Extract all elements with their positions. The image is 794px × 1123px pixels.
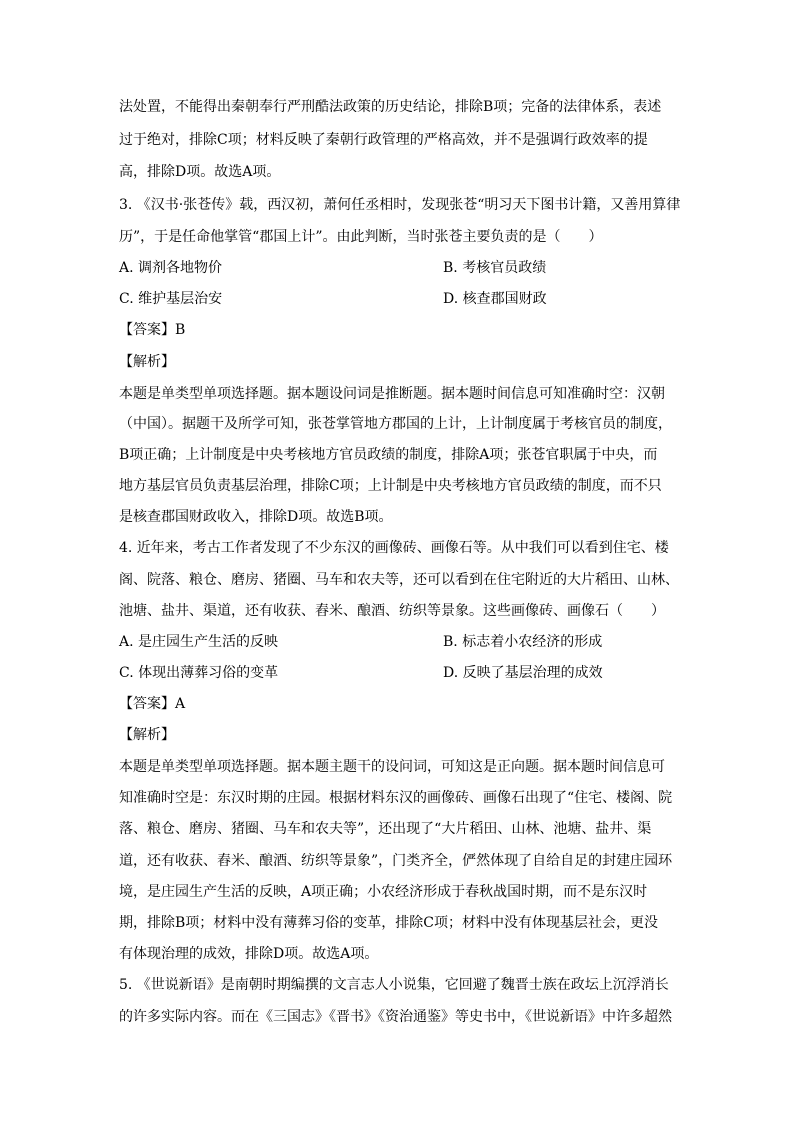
question-4-analysis-line: 落、粮仓、磨房、猪圈、马车和农夫等”，还出现了“大片稻田、山林、池塘、盐井、渠	[119, 821, 652, 837]
question-3-option-d: D. 核查郡国财政	[443, 291, 547, 307]
question-3-stem-line: 历”，于是任命他掌管“郡国上计”。由此判断，当时张苍主要负责的是（ ）	[119, 229, 603, 245]
question-4-analysis-line: 有体现治理的成效，排除D项。故选A项。	[119, 946, 379, 962]
question-4-analysis-line: 知准确时空是：东汉时期的庄园。根据材料东汉的画像砖、画像石出现了“住宅、楼阁、院	[119, 790, 673, 806]
question-3-stem-line: 3. 《汉书·张苍传》载，西汉初，萧何任丞相时，发现张苍“明习天下图书计籍，又善用算律	[119, 197, 681, 213]
question-5-stem-line: 5. 《世说新语》是南朝时期编撰的文言志人小说集，它回避了魏晋士族在政坛上沉浮消长	[119, 977, 669, 993]
analysis-continuation-line: 法处置，不能得出秦朝奉行严刑酷法政策的历史结论，排除B项；完备的法律体系，表述	[119, 99, 662, 115]
question-4-stem-line: 阁、院落、粮仓、磨房、猪圈、马车和农夫等，还可以看到在住宅附近的大片稻田、山林、	[119, 572, 679, 588]
question-3-analysis-line: 是核查郡国财政收入，排除D项。故选B项。	[119, 509, 393, 525]
question-4-analysis-line: 期，排除B项；材料中没有薄葬习俗的变革，排除C项；材料中没有体现基层社会，更没	[119, 915, 658, 931]
question-3-option-c: C. 维护基层治安	[119, 291, 223, 307]
question-4-stem-line: 4. 近年来，考古工作者发现了不少东汉的画像砖、画像石等。从中我们可以看到住宅、楼	[119, 540, 669, 556]
question-4-analysis-line: 境，是庄园生产生活的反映，A项正确；小农经济形成于春秋战国时期，而不是东汉时	[119, 884, 648, 900]
question-4-option-a: A. 是庄园生产生活的反映	[119, 634, 279, 650]
question-3-option-b: B. 考核官员政绩	[443, 260, 547, 276]
question-3-analysis-label: 【解析】	[119, 354, 175, 370]
question-4-analysis-line: 道，还有收获、舂米、酿酒、纺织等景象”，门类齐全，俨然体现了自给自足的封建庄园环	[119, 853, 673, 869]
question-3-option-a: A. 调剂各地物价	[119, 260, 223, 276]
question-5-stem-line: 的许多实际内容。而在《三国志》《晋书》《资治通鉴》等史书中，《世说新语》中许多超然	[119, 1009, 672, 1025]
question-4-answer: 【答案】A	[119, 696, 186, 712]
question-4-option-c: C. 体现出薄葬习俗的变革	[119, 665, 279, 681]
question-3-analysis-line: B项正确；上计制度是中央考核地方官员政绩的制度，排除A项；张苍官职属于中央，而	[119, 447, 658, 463]
question-3-answer: 【答案】B	[119, 322, 186, 338]
analysis-continuation-line: 高，排除D项。故选A项。	[119, 164, 281, 180]
question-4-analysis-label: 【解析】	[119, 727, 175, 743]
question-4-analysis-line: 本题是单类型单项选择题。据本题主题干的设问词，可知这是正向题。据本题时间信息可	[119, 759, 665, 775]
analysis-continuation-line: 过于绝对，排除C项；材料反映了秦朝行政管理的严格高效，并不是强调行政效率的提	[119, 132, 648, 148]
question-3-analysis-line: 地方基层官员负责基层治理，排除C项；上计制是中央考核地方官员政绩的制度，而不只	[119, 478, 662, 494]
question-3-analysis-line: （中国）。据题干及所学可知，张苍掌管地方郡国的上计，上计制度属于考核官员的制度，	[119, 416, 672, 432]
question-4-option-b: B. 标志着小农经济的形成	[443, 634, 603, 650]
question-3-analysis-line: 本题是单类型单项选择题。据本题设问词是推断题。据本题时间信息可知准确时空：汉朝	[119, 386, 665, 402]
question-4-stem-line: 池塘、盐井、渠道，还有收获、舂米、酿酒、纺织等景象。这些画像砖、画像石（ ）	[119, 603, 665, 619]
question-4-option-d: D. 反映了基层治理的成效	[443, 665, 603, 681]
